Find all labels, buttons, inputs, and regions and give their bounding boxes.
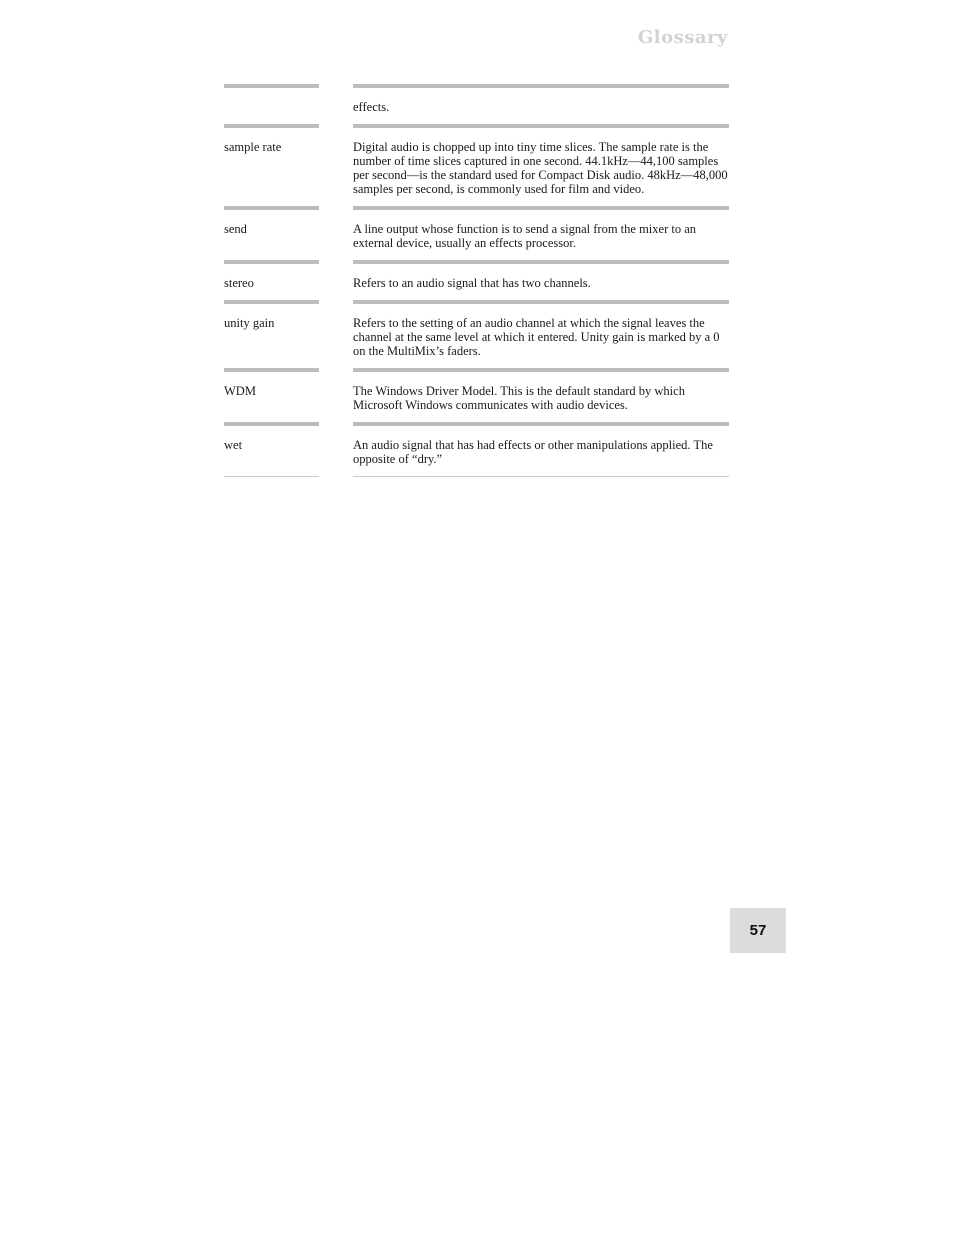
glossary-term: wet <box>224 422 319 477</box>
glossary-term: WDM <box>224 368 319 422</box>
glossary-row <box>224 422 730 477</box>
glossary-definition: Digital audio is chopped up into tiny time slices. The sample rate is the number of time slices captured in one second. 44.1kHz—44,100 samples per second—is the standard used for Compact Disk audio. 48kHz—48,000 samples per second, is commonly used for film and video. <box>353 124 729 206</box>
glossary-definition: Refers to the setting of an audio channel at which the signal leaves the channel at the same level at which it entered. Unity gain is marked by a 0 on the MultiMix’s faders. <box>353 300 729 368</box>
page-number: 57 <box>730 908 786 953</box>
glossary-row <box>224 124 730 206</box>
glossary-term: unity gain <box>224 300 319 368</box>
glossary-row <box>224 368 730 422</box>
glossary-definition: A line output whose function is to send a signal from the mixer to an external device, usually an effects processor. <box>353 206 729 260</box>
glossary-definition: Refers to an audio signal that has two channels. <box>353 260 729 300</box>
glossary-row <box>224 84 730 124</box>
page-header-title: Glossary <box>637 27 728 48</box>
glossary-definition: An audio signal that has had effects or other manipulations applied. The opposite of “dry.” <box>353 422 729 477</box>
glossary-table <box>224 84 730 477</box>
glossary-term: stereo <box>224 260 319 300</box>
glossary-term: sample rate <box>224 124 319 206</box>
glossary-definition: The Windows Driver Model. This is the default standard by which Microsoft Windows communicates with audio devices. <box>353 368 729 422</box>
glossary-row <box>224 300 730 368</box>
glossary-row <box>224 260 730 300</box>
glossary-term <box>224 84 319 124</box>
glossary-row <box>224 206 730 260</box>
glossary-definition: effects. <box>353 84 729 124</box>
glossary-term: send <box>224 206 319 260</box>
